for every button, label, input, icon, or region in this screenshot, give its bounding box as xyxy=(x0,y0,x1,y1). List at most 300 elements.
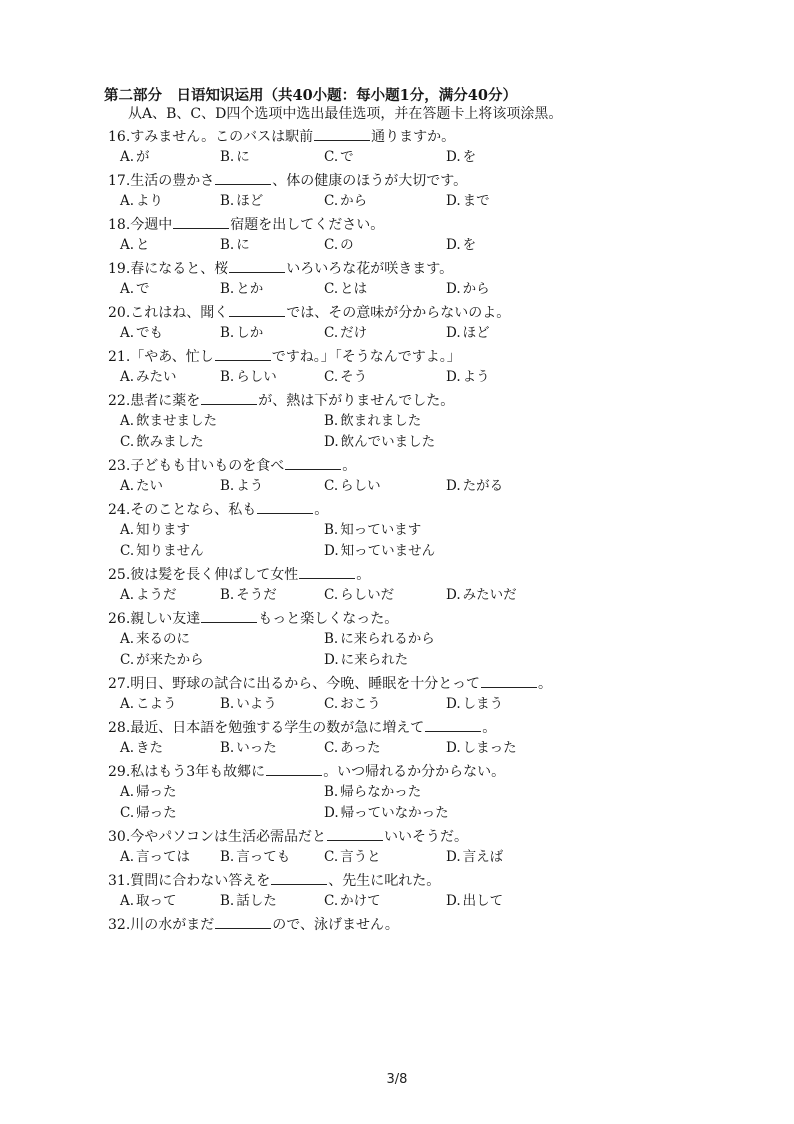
question-stem xyxy=(104,214,604,235)
answer-option xyxy=(220,367,277,388)
answer-option xyxy=(324,235,354,256)
answer-option xyxy=(446,891,503,912)
option-text: が来たから xyxy=(136,652,204,668)
answer-blank xyxy=(173,214,229,229)
answer-option xyxy=(220,147,250,168)
option-text: 知っています xyxy=(340,522,422,538)
question-text-before: すみません。このバスは駅前 xyxy=(130,129,314,145)
answer-option xyxy=(220,585,277,606)
answer-option xyxy=(446,147,476,168)
question-item xyxy=(104,258,604,300)
option-label: C. xyxy=(324,478,339,494)
option-label: C. xyxy=(324,325,339,341)
question-list xyxy=(104,126,604,935)
answer-option xyxy=(446,738,517,759)
answer-option xyxy=(120,520,190,541)
options-row xyxy=(104,782,604,824)
answer-option xyxy=(120,279,150,300)
option-text: でも xyxy=(136,325,164,341)
question-text-before: 最近、日本語を勉強する学生の数が急に増えて xyxy=(130,720,425,736)
option-label: B. xyxy=(220,369,235,385)
question-number: 29. xyxy=(108,764,131,780)
question-item xyxy=(104,608,604,671)
option-text: 知りません xyxy=(136,543,204,559)
answer-option xyxy=(324,279,367,300)
answer-blank xyxy=(229,258,285,273)
answer-option xyxy=(120,803,177,824)
section-title: 第二部分 日语知识运用（共40小题：每小题1分，满分40分） xyxy=(104,87,517,104)
answer-blank xyxy=(271,870,327,885)
question-text-after: 。 xyxy=(356,567,371,583)
option-label: B. xyxy=(324,413,339,429)
option-label: D. xyxy=(446,149,461,165)
option-label: D. xyxy=(324,805,339,821)
option-label: A. xyxy=(120,369,135,385)
option-text: の xyxy=(340,237,354,253)
question-text-after: 、先生に叱れた。 xyxy=(328,873,441,889)
option-text: たい xyxy=(136,478,164,494)
option-text: 飲まれました xyxy=(340,413,422,429)
answer-option xyxy=(446,585,517,606)
option-text: ほど xyxy=(236,193,264,209)
question-text-after: 。 xyxy=(537,676,552,692)
option-text: ほど xyxy=(462,325,490,341)
question-text-before: 子どもも甘いものを食べ xyxy=(130,458,285,474)
question-number: 32. xyxy=(108,917,131,933)
answer-blank xyxy=(215,914,271,929)
options-row xyxy=(104,891,604,912)
option-text: を xyxy=(462,237,477,253)
answer-option xyxy=(324,629,435,650)
option-text: 言っては xyxy=(136,849,191,865)
option-label: B. xyxy=(324,522,339,538)
question-text-before: 彼は髪を長く伸ばして女性 xyxy=(130,567,299,583)
question-item xyxy=(104,214,604,256)
answer-option xyxy=(324,891,381,912)
question-stem xyxy=(104,564,604,585)
option-text: いよう xyxy=(236,696,277,712)
question-text-before: これはね、聞く xyxy=(130,305,229,321)
answer-option xyxy=(120,147,150,168)
option-text: とは xyxy=(340,281,368,297)
question-number: 25. xyxy=(108,567,131,583)
option-text: あった xyxy=(340,740,381,756)
option-label: B. xyxy=(220,281,235,297)
question-stem xyxy=(104,170,604,191)
answer-option xyxy=(446,694,503,715)
option-label: C. xyxy=(324,281,339,297)
question-item xyxy=(104,870,604,912)
answer-option xyxy=(220,191,263,212)
question-text-before: 生活の豊かさ xyxy=(130,173,215,189)
answer-option xyxy=(220,279,263,300)
question-number: 21. xyxy=(108,349,131,365)
option-label: D. xyxy=(324,434,339,450)
option-text: らしいだ xyxy=(340,587,395,603)
answer-option xyxy=(220,891,277,912)
option-text: から xyxy=(340,193,368,209)
answer-option xyxy=(324,738,381,759)
answer-option xyxy=(120,847,190,868)
option-label: A. xyxy=(120,478,135,494)
question-item xyxy=(104,346,604,388)
option-text: と xyxy=(136,237,150,253)
option-text: 飲ませました xyxy=(136,413,218,429)
question-text-before: 親しい友達 xyxy=(130,611,201,627)
answer-option xyxy=(220,847,290,868)
option-text: 帰っていなかった xyxy=(340,805,449,821)
option-label: A. xyxy=(120,587,135,603)
answer-option xyxy=(120,191,163,212)
option-label: B. xyxy=(220,849,235,865)
option-text: おこう xyxy=(340,696,381,712)
option-text: 話した xyxy=(236,893,277,909)
option-text: とか xyxy=(236,281,264,297)
section-instruction: 从A、B、C、D四个选项中选出最佳选项，并在答题卡上将该项涂黑。 xyxy=(128,106,563,122)
option-label: B. xyxy=(220,325,235,341)
option-label: D. xyxy=(446,237,461,253)
option-label: D. xyxy=(446,281,461,297)
question-item xyxy=(104,826,604,868)
question-item xyxy=(104,761,604,824)
question-number: 17. xyxy=(108,173,131,189)
option-label: C. xyxy=(120,805,135,821)
options-row xyxy=(104,191,604,212)
question-text-after: ので、泳げません。 xyxy=(272,917,399,933)
option-text: しか xyxy=(236,325,264,341)
option-text: で xyxy=(340,149,354,165)
answer-option xyxy=(120,411,217,432)
option-text: だけ xyxy=(340,325,368,341)
answer-option xyxy=(120,432,204,453)
answer-blank xyxy=(285,455,341,470)
question-item xyxy=(104,126,604,168)
question-number: 16. xyxy=(108,129,131,145)
question-item xyxy=(104,717,604,759)
question-stem xyxy=(104,608,604,629)
option-label: C. xyxy=(324,369,339,385)
answer-blank xyxy=(257,499,313,514)
option-text: しまった xyxy=(462,740,517,756)
answer-option xyxy=(324,323,367,344)
option-label: C. xyxy=(120,543,135,559)
question-stem xyxy=(104,761,604,782)
option-text: らしい xyxy=(236,369,277,385)
answer-option xyxy=(324,367,367,388)
answer-blank xyxy=(215,346,271,361)
answer-option xyxy=(324,476,381,497)
answer-option xyxy=(324,650,408,671)
question-number: 24. xyxy=(108,502,131,518)
option-text: 知ります xyxy=(136,522,191,538)
option-text: しまう xyxy=(462,696,504,712)
option-label: C. xyxy=(324,893,339,909)
option-text: 来るのに xyxy=(136,631,191,647)
option-label: A. xyxy=(120,696,135,712)
answer-blank xyxy=(481,673,537,688)
answer-option xyxy=(446,191,490,212)
answer-option xyxy=(324,585,394,606)
option-text: で xyxy=(136,281,150,297)
question-stem xyxy=(104,455,604,476)
question-text-after: ですね。」「そうなんですよ。」 xyxy=(271,349,461,365)
option-label: D. xyxy=(324,652,339,668)
answer-option xyxy=(324,694,381,715)
option-label: D. xyxy=(446,696,461,712)
options-row xyxy=(104,235,604,256)
option-label: A. xyxy=(120,784,135,800)
question-stem xyxy=(104,302,604,323)
option-text: に来られるから xyxy=(340,631,435,647)
question-item xyxy=(104,302,604,344)
option-text: を xyxy=(462,149,477,165)
question-item xyxy=(104,455,604,497)
option-label: A. xyxy=(120,237,135,253)
option-text: 帰った xyxy=(136,784,177,800)
option-text: 言っても xyxy=(236,849,291,865)
answer-blank xyxy=(201,608,257,623)
question-text-before: 今やパソコンは生活必需品だと xyxy=(130,829,326,845)
answer-option xyxy=(120,650,204,671)
option-text: 飲んでいました xyxy=(340,434,436,450)
question-text-before: 「やあ、忙し xyxy=(130,349,214,365)
question-text-before: 明日、野球の試合に出るから、今晩、睡眠を十分とって xyxy=(130,676,480,692)
option-label: C. xyxy=(324,193,339,209)
question-stem xyxy=(104,499,604,520)
option-label: B. xyxy=(220,478,235,494)
option-text: たがる xyxy=(462,478,504,494)
option-text: まで xyxy=(462,193,490,209)
question-text-after: いろいろな花が咲きます。 xyxy=(286,261,454,277)
option-text: いった xyxy=(236,740,277,756)
options-row xyxy=(104,585,604,606)
options-row xyxy=(104,476,604,497)
option-label: C. xyxy=(324,149,339,165)
option-text: から xyxy=(462,281,490,297)
option-text: が xyxy=(136,149,150,165)
option-text: こよう xyxy=(136,696,177,712)
answer-option xyxy=(120,694,177,715)
options-row xyxy=(104,847,604,868)
answer-blank xyxy=(327,826,383,841)
option-text: に来られた xyxy=(340,652,409,668)
option-label: A. xyxy=(120,149,135,165)
question-number: 27. xyxy=(108,676,131,692)
option-label: C. xyxy=(324,740,339,756)
question-number: 22. xyxy=(108,393,131,409)
answer-blank xyxy=(314,126,370,141)
question-text-after: 。いつ帰れるか分からない。 xyxy=(323,764,506,780)
option-text: に xyxy=(236,149,250,165)
option-text: 帰った xyxy=(136,805,177,821)
option-text: みたいだ xyxy=(462,587,517,603)
answer-option xyxy=(220,235,250,256)
question-stem xyxy=(104,826,604,847)
question-text-after: 通りますか。 xyxy=(371,129,456,145)
option-text: 取って xyxy=(136,893,177,909)
option-text: よう xyxy=(236,478,264,494)
option-text: よう xyxy=(462,369,490,385)
answer-option xyxy=(120,629,190,650)
option-label: D. xyxy=(446,478,461,494)
option-text: そうだ xyxy=(236,587,277,603)
options-row xyxy=(104,367,604,388)
option-label: C. xyxy=(324,587,339,603)
answer-option xyxy=(220,738,277,759)
question-stem xyxy=(104,258,604,279)
option-label: B. xyxy=(220,893,235,909)
options-row xyxy=(104,520,604,562)
options-row xyxy=(104,147,604,168)
question-number: 23. xyxy=(108,458,131,474)
option-label: C. xyxy=(324,237,339,253)
option-label: C. xyxy=(120,652,135,668)
answer-option xyxy=(220,694,277,715)
answer-option xyxy=(324,847,381,868)
answer-option xyxy=(324,432,435,453)
answer-option xyxy=(120,891,177,912)
answer-option xyxy=(446,847,503,868)
question-number: 20. xyxy=(108,305,131,321)
answer-option xyxy=(324,191,367,212)
option-label: D. xyxy=(324,543,339,559)
option-text: そう xyxy=(340,369,368,385)
question-stem xyxy=(104,126,604,147)
question-stem xyxy=(104,346,604,367)
options-row xyxy=(104,323,604,344)
option-label: D. xyxy=(446,369,461,385)
answer-option xyxy=(446,476,503,497)
question-text-after: 。 xyxy=(482,720,497,736)
option-label: A. xyxy=(120,281,135,297)
question-item xyxy=(104,914,604,935)
option-text: 知っていません xyxy=(340,543,436,559)
question-text-after: が、熱は下がりませんでした。 xyxy=(258,393,455,409)
option-label: B. xyxy=(324,784,339,800)
option-label: D. xyxy=(446,587,461,603)
option-label: D. xyxy=(446,849,461,865)
question-item xyxy=(104,499,604,562)
option-text: 言えば xyxy=(462,849,504,865)
option-label: B. xyxy=(220,696,235,712)
question-item xyxy=(104,564,604,606)
option-label: C. xyxy=(324,696,339,712)
option-label: B. xyxy=(220,587,235,603)
question-number: 26. xyxy=(108,611,131,627)
answer-blank xyxy=(215,170,271,185)
answer-blank xyxy=(201,390,257,405)
answer-blank xyxy=(425,717,481,732)
answer-option xyxy=(324,147,354,168)
answer-option xyxy=(324,541,435,562)
answer-option xyxy=(446,367,490,388)
option-label: A. xyxy=(120,893,135,909)
option-label: A. xyxy=(120,740,135,756)
page-number: 3/8 xyxy=(386,1072,408,1087)
option-label: C. xyxy=(324,849,339,865)
answer-option xyxy=(446,235,476,256)
answer-option xyxy=(120,585,177,606)
option-label: D. xyxy=(446,325,461,341)
option-label: B. xyxy=(220,149,235,165)
option-text: ようだ xyxy=(136,587,177,603)
question-stem xyxy=(104,870,604,891)
option-text: 言うと xyxy=(340,849,381,865)
answer-option xyxy=(220,476,263,497)
option-text: 出して xyxy=(462,893,504,909)
question-stem xyxy=(104,390,604,411)
option-text: 飲みました xyxy=(136,434,204,450)
question-text-after: 。 xyxy=(314,502,329,518)
question-stem xyxy=(104,717,604,738)
answer-option xyxy=(324,782,421,803)
option-label: A. xyxy=(120,522,135,538)
question-text-after: 、体の健康のほうが大切です。 xyxy=(272,173,468,189)
answer-option xyxy=(324,411,421,432)
option-label: A. xyxy=(120,849,135,865)
question-item xyxy=(104,390,604,453)
option-label: B. xyxy=(220,237,235,253)
options-row xyxy=(104,411,604,453)
option-label: A. xyxy=(120,193,135,209)
question-text-before: 春になると、桜 xyxy=(130,261,229,277)
question-text-before: 患者に薬を xyxy=(130,393,201,409)
option-label: D. xyxy=(446,893,461,909)
option-label: A. xyxy=(120,631,135,647)
answer-option xyxy=(120,323,163,344)
options-row xyxy=(104,694,604,715)
answer-option xyxy=(120,738,163,759)
options-row xyxy=(104,629,604,671)
answer-option xyxy=(324,520,421,541)
options-row xyxy=(104,279,604,300)
question-text-after: もっと楽しくなった。 xyxy=(258,611,399,627)
question-text-before: 今週中 xyxy=(130,217,173,233)
answer-blank xyxy=(229,302,285,317)
answer-option xyxy=(120,235,150,256)
option-text: 帰らなかった xyxy=(340,784,422,800)
option-label: A. xyxy=(120,413,135,429)
option-label: B. xyxy=(220,193,235,209)
answer-option xyxy=(446,279,490,300)
option-label: D. xyxy=(446,740,461,756)
answer-blank xyxy=(266,761,322,776)
options-row xyxy=(104,738,604,759)
answer-option xyxy=(220,323,263,344)
option-label: B. xyxy=(324,631,339,647)
option-label: C. xyxy=(120,434,135,450)
question-text-before: 私はもう3年も故郷に xyxy=(130,764,266,780)
question-item xyxy=(104,673,604,715)
exam-content xyxy=(104,86,604,935)
answer-option xyxy=(120,367,177,388)
question-text-after: 。 xyxy=(342,458,357,474)
question-text-after: いいそうだ。 xyxy=(384,829,468,845)
option-text: らしい xyxy=(340,478,381,494)
question-number: 28. xyxy=(108,720,131,736)
answer-option xyxy=(120,541,204,562)
question-number: 18. xyxy=(108,217,131,233)
question-stem xyxy=(104,914,604,935)
option-text: かけて xyxy=(340,893,381,909)
question-item xyxy=(104,170,604,212)
option-label: A. xyxy=(120,325,135,341)
option-text: に xyxy=(236,237,250,253)
option-text: みたい xyxy=(136,369,177,385)
answer-blank xyxy=(299,564,355,579)
question-number: 31. xyxy=(108,873,131,889)
question-text-before: そのことなら、私も xyxy=(130,502,257,518)
